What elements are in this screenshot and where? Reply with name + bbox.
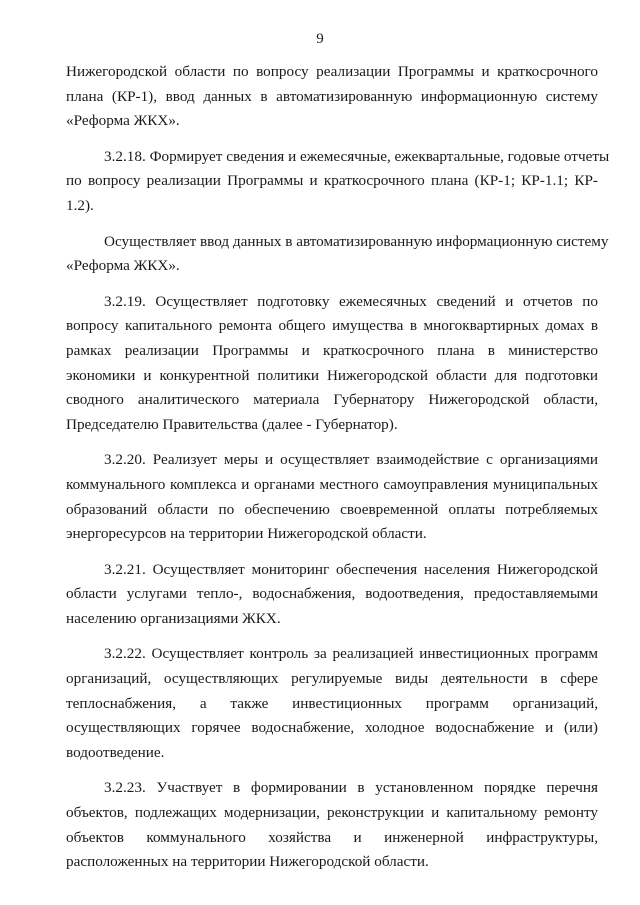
paragraph-3-2-23 [66, 776, 598, 874]
paragraph-data-entry [66, 230, 609, 279]
text-line: экономики и конкурентной политики Нижегородской области для подготовки [66, 366, 598, 384]
text-line: «Реформа ЖКХ». [66, 112, 180, 130]
text-line: Осуществляет ввод данных в автоматизированную информационную систему [104, 232, 609, 250]
text-line: расположенных на территории Нижегородской области. [66, 853, 429, 871]
text-line: 3.2.19. Осуществляет подготовку ежемесячных сведений и отчетов по [104, 292, 598, 310]
text-line: теплоснабжения, а также инвестиционных программ организаций, [66, 694, 598, 712]
text-line: объектов, подлежащих модернизации, реконструкции и капитальному ремонту [66, 804, 598, 822]
document-body [66, 60, 610, 886]
text-line: Председателю Правительства (далее - Губернатор). [66, 415, 398, 433]
paragraph-3-2-22 [66, 642, 598, 765]
text-line: 1.2). [66, 196, 94, 214]
text-line: плана (КР-1), ввод данных в автоматизированную информационную систему [66, 87, 598, 105]
text-line: сводного аналитического материала Губернатору Нижегородской области, [66, 391, 598, 409]
text-line: организаций, осуществляющих регулируемые виды деятельности в сфере [66, 670, 598, 688]
text-line: «Реформа ЖКХ». [66, 257, 180, 275]
text-line: образований области по обеспечению своевременной оплаты потребляемых [66, 500, 598, 518]
paragraph-3-2-18 [66, 145, 610, 219]
text-line: рамках реализации Программы и краткосрочного плана в министерство [66, 341, 598, 359]
text-line: водоотведение. [66, 743, 165, 761]
page-number: 9 [316, 31, 324, 47]
text-line: 3.2.20. Реализует меры и осуществляет взаимодействие с организациями [104, 451, 598, 469]
text-line: 3.2.21. Осуществляет мониторинг обеспечения населения Нижегородской [104, 560, 598, 578]
text-line: объектов коммунального хозяйства и инженерной инфраструктуры, [66, 828, 598, 846]
text-line: по вопросу реализации Программы и краткосрочного плана (КР-1; КР-1.1; КР- [66, 172, 598, 190]
paragraph-3-2-19 [66, 290, 598, 438]
paragraph-kr1-continuation [66, 60, 598, 134]
text-line: вопросу капитального ремонта общего имущества в многоквартирных домах в [66, 317, 598, 335]
text-line: области услугами тепло-, водоснабжения, водоотведения, предоставляемыми [66, 585, 598, 603]
paragraph-3-2-21 [66, 558, 598, 632]
text-line: 3.2.18. Формирует сведения и ежемесячные, ежеквартальные, годовые отчеты [104, 147, 610, 165]
paragraph-3-2-20 [66, 448, 598, 546]
text-line: 3.2.23. Участвует в формировании в установленном порядке перечня [104, 779, 598, 797]
text-line: 3.2.22. Осуществляет контроль за реализацией инвестиционных программ [104, 645, 598, 663]
text-line: осуществляющих горячее водоснабжение, холодное водоснабжение и (или) [66, 719, 598, 737]
text-line: энергоресурсов на территории Нижегородской области. [66, 525, 427, 543]
text-line: населению организациями ЖКХ. [66, 609, 281, 627]
text-line: коммунального комплекса и органами местного самоуправления муниципальных [66, 475, 598, 493]
text-line: Нижегородской области по вопросу реализации Программы и краткосрочного [66, 63, 598, 80]
